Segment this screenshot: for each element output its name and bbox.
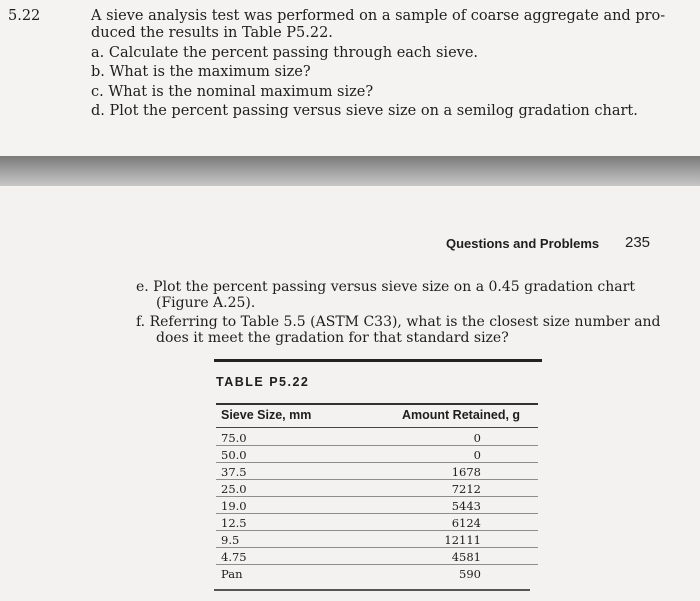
sieve-size-cell: 19.0 (221, 499, 247, 513)
header-bottom-rule (216, 427, 538, 428)
table-row (216, 463, 538, 480)
sieve-size-cell: 9.5 (221, 533, 240, 547)
question-f: f. Referring to Table 5.5 (ASTM C33), what is the closest size number and (136, 314, 661, 330)
amount-retained-cell: 4581 (451, 550, 481, 564)
problem-statement-line-2: duced the results in Table P5.22. (91, 25, 333, 41)
problem-number: 5.22 (8, 8, 41, 24)
sieve-size-cell: 75.0 (221, 431, 247, 445)
question-e: e. Plot the percent passing versus sieve size on a 0.45 gradation chart (136, 279, 635, 295)
table-row (216, 480, 538, 497)
amount-retained-cell: 0 (473, 431, 481, 445)
header-top-rule (216, 403, 538, 405)
page-number: 235 (625, 234, 651, 251)
amount-retained-cell: 590 (459, 567, 481, 581)
sieve-size-cell: 12.5 (221, 516, 247, 530)
table-row (216, 429, 538, 446)
question-a: a. Calculate the percent passing through each sieve. (91, 45, 479, 61)
amount-retained-cell: 12111 (444, 533, 481, 547)
sieve-size-cell: Pan (221, 567, 243, 581)
table-top-rule (214, 359, 542, 362)
question-e-continued: (Figure A.25). (156, 295, 256, 311)
table-row (216, 548, 538, 565)
amount-retained-cell: 5443 (451, 499, 481, 513)
sieve-size-cell: 4.75 (221, 550, 247, 564)
question-b: b. What is the maximum size? (91, 64, 311, 80)
column-header-sieve-size: Sieve Size, mm (221, 408, 312, 422)
question-f-continued: does it meet the gradation for that standard size? (156, 330, 509, 346)
running-head: Questions and Problems (446, 236, 600, 251)
table-row (216, 497, 538, 514)
sieve-size-cell: 37.5 (221, 465, 247, 479)
sieve-size-cell: 50.0 (221, 448, 247, 462)
table-row (216, 531, 538, 548)
column-header-amount-retained: Amount Retained, g (402, 408, 521, 422)
amount-retained-cell: 1678 (451, 465, 481, 479)
table-bottom-rule (214, 589, 530, 591)
table-row (216, 565, 538, 582)
amount-retained-cell: 0 (473, 448, 481, 462)
table-row (216, 514, 538, 531)
page-gap-shadow (0, 156, 700, 186)
question-d: d. Plot the percent passing versus sieve size on a semilog gradation chart. (91, 103, 638, 119)
table-row (216, 446, 538, 463)
question-c: c. What is the nominal maximum size? (91, 84, 374, 100)
amount-retained-cell: 7212 (451, 482, 481, 496)
sieve-size-cell: 25.0 (221, 482, 247, 496)
problem-statement-line-1: A sieve analysis test was performed on a sample of coarse aggregate and pro- (91, 8, 666, 24)
previous-page-fragment (0, 0, 700, 156)
amount-retained-cell: 6124 (451, 516, 481, 530)
table-title: TABLE P5.22 (216, 375, 310, 389)
